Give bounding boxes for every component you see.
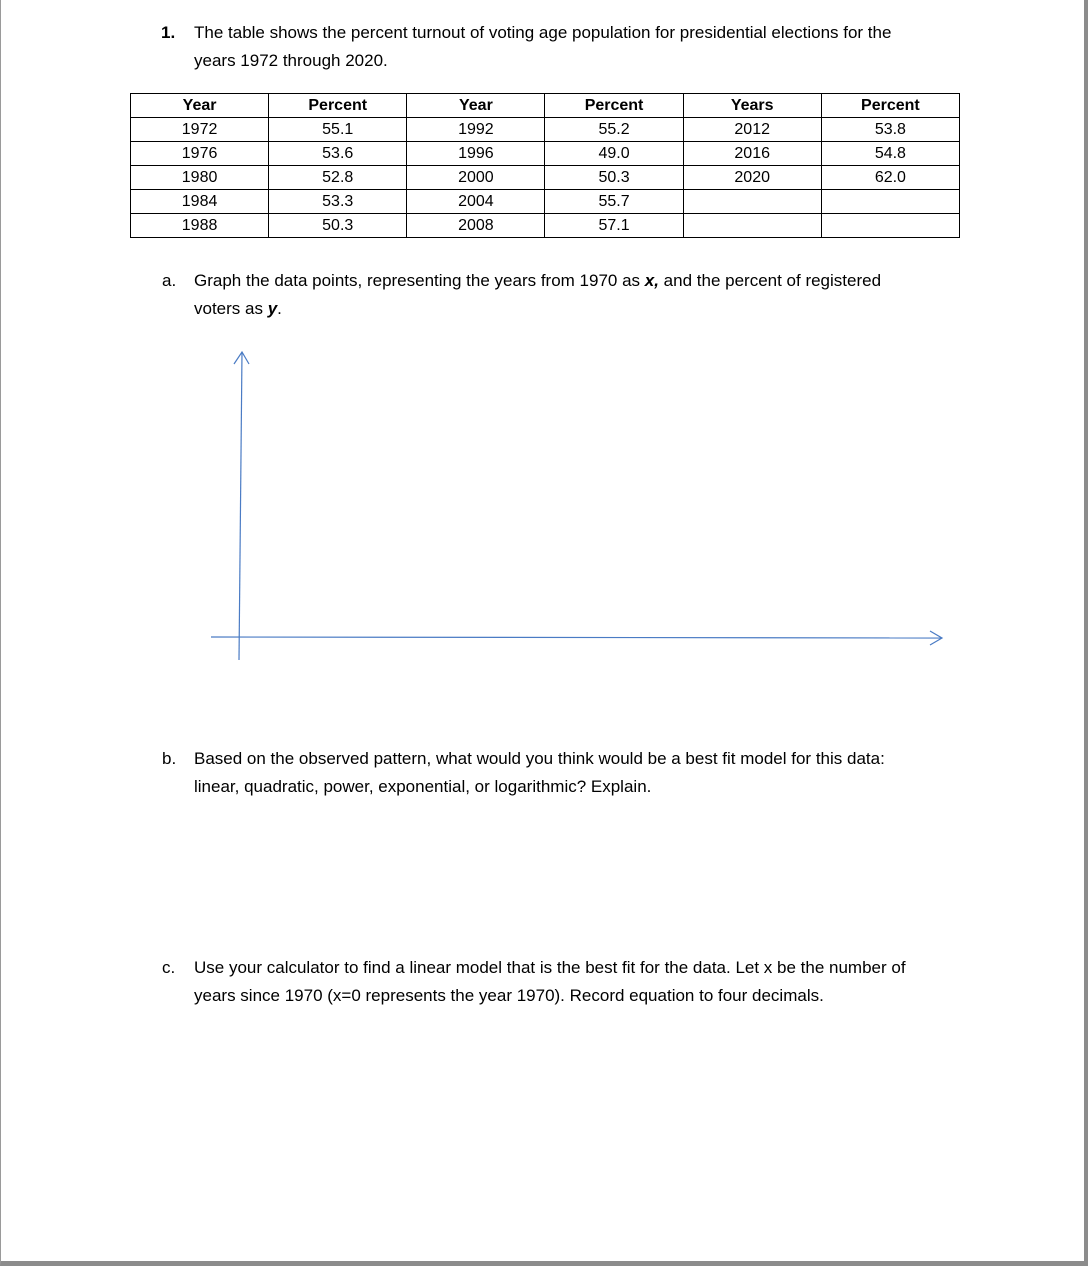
table-header-cell: Year [407, 94, 545, 118]
table-cell: 50.3 [545, 166, 683, 190]
table-cell: 54.8 [821, 142, 959, 166]
table-cell: 2012 [683, 118, 821, 142]
part-a-line-1-pre: Graph the data points, representing the years from 1970 as [194, 271, 645, 290]
x-axis-line [211, 637, 942, 638]
table-cell: 1988 [131, 214, 269, 238]
table-cell: 52.8 [269, 166, 407, 190]
part-b-letter: b. [162, 749, 177, 768]
part-b-line-2: linear, quadratic, power, exponential, or logarithmic? Explain. [194, 777, 652, 796]
table-cell: 2016 [683, 142, 821, 166]
table-cell: 1996 [407, 142, 545, 166]
table-cell: 49.0 [545, 142, 683, 166]
table-header-cell: Year [131, 94, 269, 118]
table-cell: 55.2 [545, 118, 683, 142]
table-cell: 1972 [131, 118, 269, 142]
y-axis-line [239, 352, 242, 660]
part-c-letter: c. [162, 958, 176, 977]
part-c-text [194, 954, 994, 1010]
table-cell: 2020 [683, 166, 821, 190]
part-c-line-1: Use your calculator to find a linear model that is the best fit for the data. Let x be the number of [194, 958, 906, 977]
part-a-line-1-post: and the percent of registered [658, 271, 882, 290]
table-header-cell: Percent [821, 94, 959, 118]
part-c-line-2: years since 1970 (x=0 represents the year 1970). Record equation to four decimals. [194, 986, 824, 1005]
table-cell: 50.3 [269, 214, 407, 238]
table-cell: 1976 [131, 142, 269, 166]
table-header-cell: Percent [545, 94, 683, 118]
table-cell: 57.1 [545, 214, 683, 238]
question-number: 1. [161, 23, 176, 42]
table-cell: 1984 [131, 190, 269, 214]
variable-y: y [267, 299, 278, 318]
table-cell: 2008 [407, 214, 545, 238]
part-b-line-1: Based on the observed pattern, what would you think would be a best fit model for this data: [194, 749, 885, 768]
table-cell: 2004 [407, 190, 545, 214]
table-cell: 53.8 [821, 118, 959, 142]
table-header-cell: Years [683, 94, 821, 118]
part-a-line-2-post: . [277, 299, 282, 318]
variable-x: x, [644, 271, 659, 290]
part-b-text [194, 745, 974, 801]
table-cell: 53.3 [269, 190, 407, 214]
table-cell: 62.0 [821, 166, 959, 190]
table-cell: 55.7 [545, 190, 683, 214]
table-header-cell: Percent [269, 94, 407, 118]
part-a-letter: a. [162, 271, 177, 290]
table-cell: 55.1 [269, 118, 407, 142]
part-a-line-2-pre: voters as [194, 299, 268, 318]
question-text-line-1: The table shows the percent turnout of voting age population for presidential elections for the [194, 23, 892, 42]
table-cell: 2000 [407, 166, 545, 190]
question-text-line-2: years 1972 through 2020. [194, 51, 388, 70]
table-cell: 53.6 [269, 142, 407, 166]
table-cell: 1980 [131, 166, 269, 190]
table-cell: 1992 [407, 118, 545, 142]
